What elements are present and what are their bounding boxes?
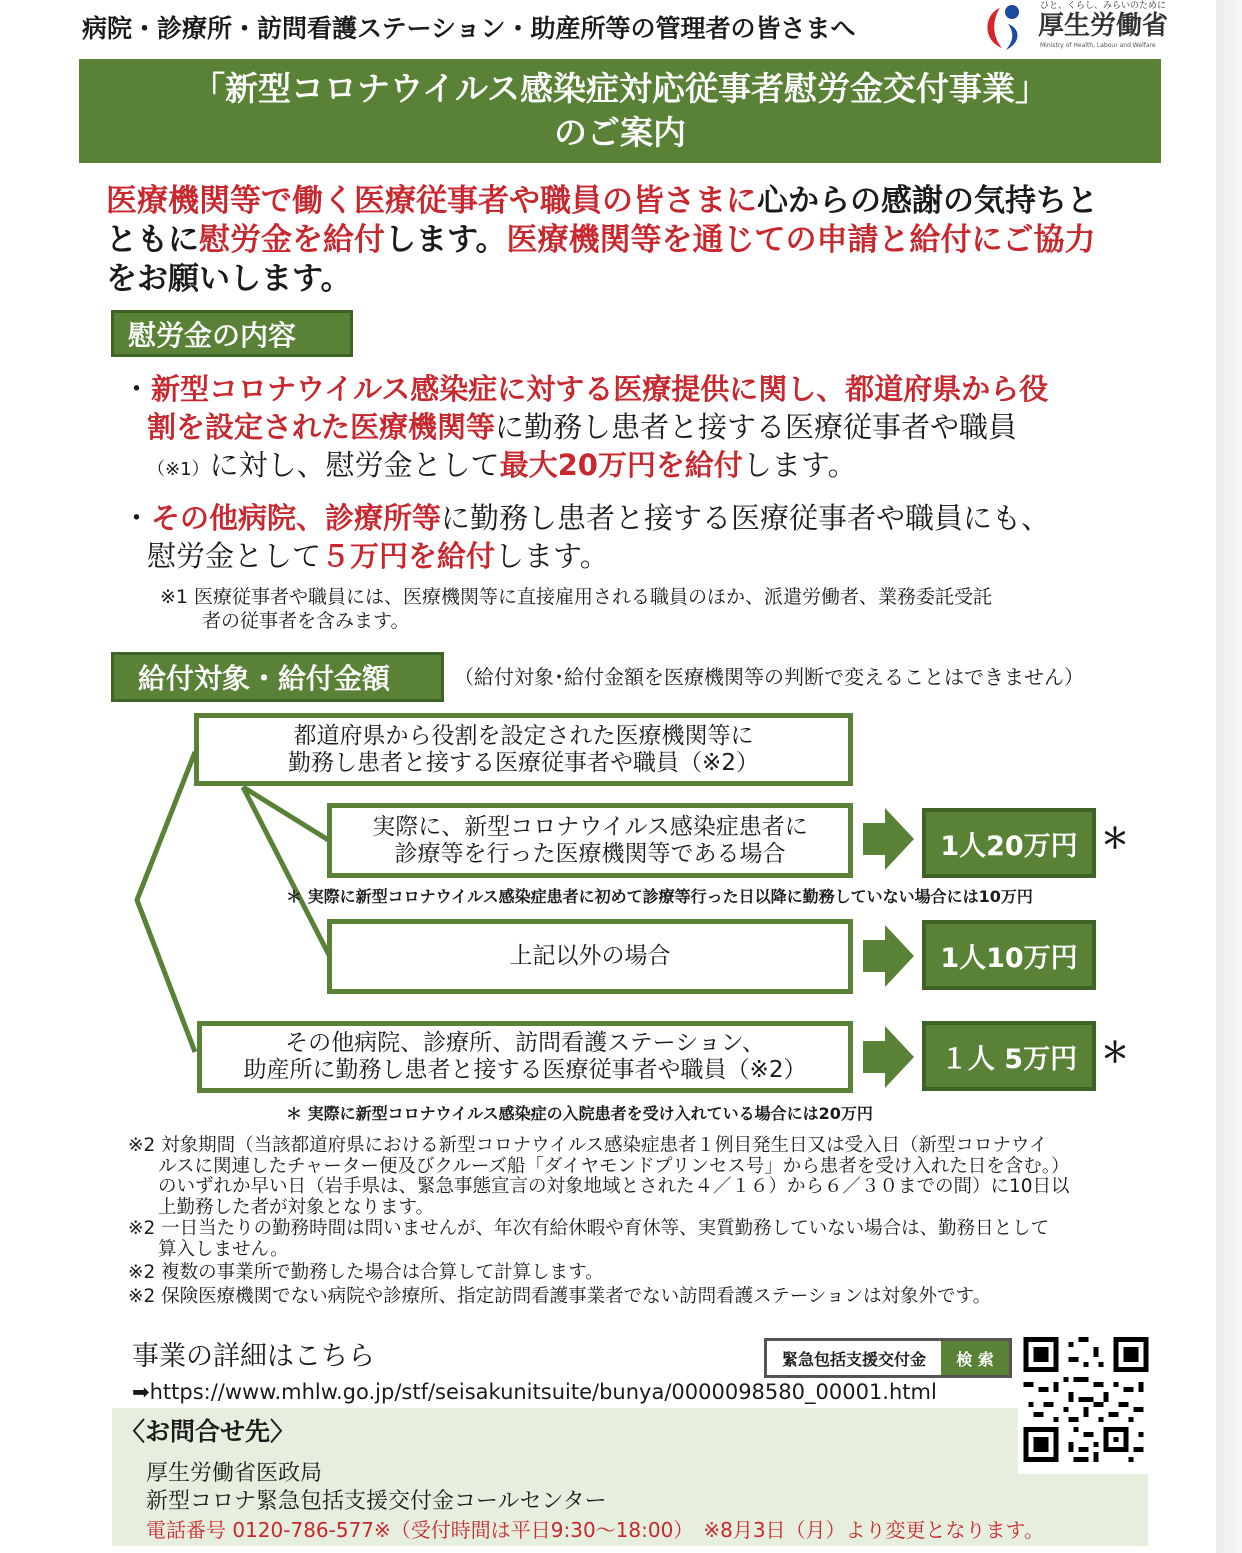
bullet1-line3-black1: に対し、慰労金として bbox=[209, 448, 500, 482]
note2-line: 算入しません。 bbox=[158, 1238, 289, 1260]
intro-l2-black1: ともに bbox=[106, 222, 199, 258]
arrow-3 bbox=[863, 1026, 914, 1088]
contact-org: 厚生労働省医政局 bbox=[146, 1461, 323, 1486]
intro-l3-black: をお願いします。 bbox=[106, 261, 352, 297]
note1-line2: 者の従事者を含みます。 bbox=[202, 610, 410, 632]
intro-l2-black2: します。 bbox=[385, 222, 507, 258]
box4-line1: その他病院、診療所、訪問看護ステーション、 bbox=[285, 1030, 765, 1056]
bullet1-line2-black: に勤務し患者と接する医療従事者や職員 bbox=[495, 410, 1018, 444]
title-banner bbox=[79, 59, 1161, 163]
eligibility-caveat: （給付対象･給付金額を医療機関等の判断で変えることはできません） bbox=[454, 665, 1084, 689]
page-edge bbox=[1216, 0, 1242, 1553]
intro-l1-black: 心からの感謝の気持ちと bbox=[757, 183, 1098, 219]
audience-line: 病院・診療所・訪問看護ステーション・助産所等の管理者の皆さまへ bbox=[82, 14, 856, 43]
section-label-eligibility: 給付対象・給付金額 bbox=[111, 652, 444, 702]
search-box[interactable] bbox=[764, 1338, 1012, 1378]
note1-line1: ※1 医療従事者や職員には、医療機関等に直接雇用される職員のほか、派遣労働者、業務委託受託 bbox=[160, 586, 993, 608]
note2-line: ルスに関連したチャーター便及びクルーズ船「ダイヤモンドプリンセス号」から患者を受け入れた日を含む。） bbox=[158, 1155, 1070, 1177]
arrow-right-icon: ➡ bbox=[132, 1380, 150, 1404]
ministry-logo bbox=[978, 0, 1168, 56]
bullet-mark-1: ・ bbox=[122, 372, 152, 406]
amount-50k: １人 5万円 bbox=[922, 1021, 1096, 1091]
amount-200k: 1人20万円 bbox=[922, 808, 1096, 878]
intro-l2-red2: 医療機関等を通じての申請と給付にご協力 bbox=[506, 222, 1096, 258]
eligibility-box-designated bbox=[194, 713, 853, 786]
title-line1: 「新型コロナウイルス感染症対応従事者慰労金交付事業」 bbox=[191, 69, 1049, 108]
search-button[interactable]: 検 索 bbox=[941, 1341, 1009, 1375]
note2-line: のいずれか早い日（岩手県は、緊急事態宣言の対象地域とされた４／１６）から６／３０までの間）に10日以 bbox=[158, 1176, 1070, 1197]
content-bullet-2 bbox=[122, 499, 1050, 575]
note-a: ＊ 実際に新型コロナウイルス感染症患者に初めて診療等行った日以降に勤務していない場合には10万円 bbox=[286, 887, 1033, 906]
details-heading: 事業の詳細はこちら bbox=[132, 1341, 375, 1372]
ministry-name: 厚生労働省 bbox=[1038, 11, 1169, 41]
contact-center: 新型コロナ緊急包括支援交付金コールセンター bbox=[146, 1489, 607, 1514]
ministry-tagline: ひと、くらし、みらいのために bbox=[1040, 1, 1167, 11]
arrow-2 bbox=[863, 925, 914, 987]
tree-sub-branch bbox=[243, 787, 330, 841]
bullet1-line3-black2: します。 bbox=[742, 448, 857, 482]
qr-code[interactable] bbox=[1018, 1333, 1162, 1474]
bullet1-line1-red: 新型コロナウイルス感染症に対する医療提供に関し、都道府県から役 bbox=[151, 372, 1049, 406]
intro-paragraph bbox=[106, 182, 1098, 299]
note2-line: ※2 複数の事業所で勤務した場合は合算して計算します。 bbox=[128, 1262, 604, 1283]
title-line2: のご案内 bbox=[554, 113, 686, 152]
bullet1-line2-red: 割を設定された医療機関等 bbox=[147, 410, 496, 444]
asterisk-2: ＊ bbox=[1101, 1036, 1130, 1069]
contact-heading: 〈お問合せ先〉 bbox=[120, 1417, 296, 1446]
details-url-row bbox=[132, 1378, 937, 1406]
intro-l1-red: 医療機関等で働く医療従事者や職員の皆さまに bbox=[106, 183, 757, 219]
box2-line2: 診療等を行った医療機関等である場合 bbox=[394, 840, 786, 867]
asterisk-1: ＊ bbox=[1101, 822, 1130, 855]
amount-100k: 1人10万円 bbox=[922, 920, 1096, 990]
ministry-logo-icon bbox=[978, 0, 1028, 54]
bullet1-line3-red: 最大20万円を給付 bbox=[499, 448, 743, 482]
bullet2-line1-black: に勤務し患者と接する医療従事者や職員にも、 bbox=[441, 501, 1051, 535]
box1-line2: 勤務し患者と接する医療従事者や職員（※2） bbox=[288, 749, 759, 776]
note2-line: ※2 保険医療機関でない病院や診療所、指定訪問看護事業者でない訪問看護ステーションは対象外です。 bbox=[128, 1285, 992, 1307]
bullet2-line2-black1: 慰労金として bbox=[147, 539, 322, 573]
details-url-link[interactable]: https://www.mhlw.go.jp/stf/seisakunitsuite/bunya/0000098580_00001.html bbox=[149, 1380, 937, 1404]
eligibility-box-other-facilities bbox=[197, 1021, 853, 1093]
tree-sub-branch-2 bbox=[243, 787, 330, 957]
note2-line: ※2 一日当たりの勤務時間は問いませんが、年次有給休暇や育休等、実質勤務していない場合は、勤務日として bbox=[128, 1218, 1050, 1239]
eligibility-box-treated bbox=[327, 803, 853, 878]
contact-phone: 電話番号 0120-786-577※（受付時間は平日9:30～18:00） ※8月3日（月）より変更となります。 bbox=[146, 1518, 1044, 1542]
box4-line2: 助産所に勤務し患者と接する医療従事者や職員（※2） bbox=[243, 1057, 807, 1083]
box3-text: 上記以外の場合 bbox=[509, 943, 671, 969]
bullet2-line1-red: その他病院、診療所等 bbox=[151, 501, 442, 535]
section-label-content: 慰労金の内容 bbox=[111, 310, 353, 357]
box2-line1: 実際に、新型コロナウイルス感染症患者に bbox=[372, 813, 808, 840]
note-b: ＊ 実際に新型コロナウイルス感染症の入院患者を受け入れている場合には20万円 bbox=[286, 1104, 873, 1123]
note2-line: 上勤務した者が対象となります。 bbox=[158, 1196, 435, 1218]
notes2-block bbox=[128, 1136, 1070, 1307]
content-bullet-1 bbox=[122, 370, 1048, 489]
note2-line: ※2 対象期間（当該都道府県における新型コロナウイルス感染症患者１例目発生日又は受入日（新型コロナウイ bbox=[128, 1135, 1048, 1156]
intro-l2-red1: 慰労金を給付 bbox=[199, 222, 385, 258]
search-term: 緊急包括支援交付金 bbox=[781, 1349, 926, 1369]
ministry-english: Ministry of Health, Labour and Welfare bbox=[1040, 42, 1156, 49]
bullet-mark-2: ・ bbox=[122, 501, 152, 535]
contact-block bbox=[112, 1408, 1148, 1546]
bullet1-note-ref: （※1） bbox=[147, 459, 210, 480]
arrow-1 bbox=[863, 808, 914, 870]
bullet2-line2-red: ５万円を給付 bbox=[321, 539, 496, 573]
box1-line1: 都道府県から役割を設定された医療機関等に bbox=[293, 722, 754, 749]
qr-code-icon bbox=[1022, 1337, 1150, 1462]
note1 bbox=[160, 585, 992, 633]
tree-main-branch bbox=[137, 752, 195, 1052]
bullet2-line2-black2: します。 bbox=[495, 539, 609, 573]
eligibility-box-other-case bbox=[327, 919, 853, 994]
